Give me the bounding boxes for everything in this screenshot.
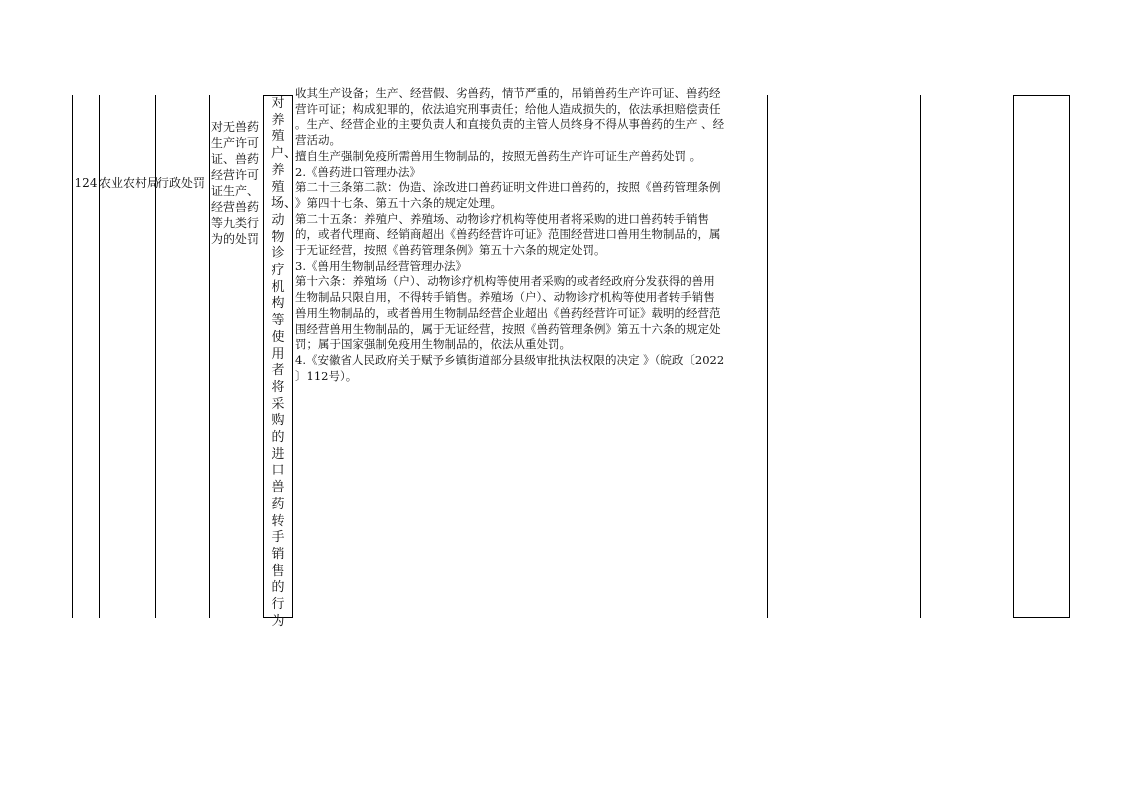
basis-line: 擅自生产强制免疫所需兽用生物制品的，按照无兽药生产许可证生产兽药处罚 。 bbox=[295, 148, 702, 163]
basis-line: 的，或者代理商、经销商超出《兽药经营许可证》范围经营进口兽用生物制品的，属 bbox=[295, 227, 721, 242]
basis-line: 罚；属于国家强制免疫用生物制品的，依法从重处罚。 bbox=[295, 337, 571, 352]
grid-line bbox=[1069, 95, 1070, 618]
sub-item-text: 对养殖户、养殖场、动物诊疗机构等使用者将采购的进口兽药转手销售的行为 bbox=[271, 96, 298, 629]
grid-line bbox=[155, 95, 156, 618]
basis-line: 营许可证；构成犯罪的，依法追究刑事责任；给他人造成损失的，依法承担赔偿责任 bbox=[295, 101, 721, 116]
category-cell: 行政处罚 bbox=[157, 176, 206, 190]
basis-line: 于无证经营，按照《兽药管理条例》第五十六条的规定处罚。 bbox=[295, 243, 606, 258]
grid-line bbox=[767, 95, 768, 618]
basis-line: 2.《兽药进口管理办法》 bbox=[295, 164, 421, 179]
basis-line: 营活动。 bbox=[295, 133, 341, 148]
sub-item-cell bbox=[264, 96, 298, 629]
basis-line: 》第四十七条、第五十六条的规定处理。 bbox=[295, 195, 502, 210]
grid-line bbox=[292, 95, 293, 618]
basis-line: 围经营兽用生物制品的，属于无证经营，按照《兽药管理条例》第五十六条的规定处 bbox=[295, 321, 721, 336]
grid-line bbox=[1013, 617, 1070, 618]
grid-line bbox=[72, 95, 73, 618]
basis-line: 生物制品只限自用，不得转手销售。养殖场（户）、动物诊疗机构等使用者转手销售 bbox=[295, 290, 715, 305]
legal-basis-cell bbox=[295, 86, 765, 617]
grid-line bbox=[1013, 95, 1070, 96]
basis-line: 〕112号）。 bbox=[295, 368, 358, 383]
basis-line: 第十六条：养殖场（户）、动物诊疗机构等使用者采购的或者经政府分发获得的兽用 bbox=[295, 274, 715, 289]
grid-line bbox=[99, 95, 100, 618]
basis-line: 。生产、经营企业的主要负责人和直接负责的主管人员终身不得从事兽药的生产 、经 bbox=[295, 117, 725, 132]
grid-line bbox=[1013, 95, 1014, 618]
grid-line bbox=[920, 95, 921, 618]
basis-line: 3.《兽用生物制品经营管理办法》 bbox=[295, 258, 467, 273]
basis-line: 第二十三条第二款：伪造、涂改进口兽药证明文件进口兽药的，按照《兽药管理条例 bbox=[295, 180, 721, 195]
basis-line: 4.《安徽省人民政府关于赋予乡镇街道部分县级审批执法权限的决定 》（皖政〔2022 bbox=[295, 352, 725, 367]
department-cell: 农业农村局 bbox=[99, 176, 160, 190]
basis-line: 兽用生物制品的，或者兽用生物制品经营企业超出《兽药经营许可证》载明的经营范 bbox=[295, 305, 721, 320]
basis-line: 第二十五条：养殖户、养殖场、动物诊疗机构等使用者将采购的进口兽药转手销售 bbox=[295, 211, 709, 226]
grid-line bbox=[209, 95, 210, 618]
row-number: 124 bbox=[74, 176, 98, 190]
basis-line: 收其生产设备；生产、经营假、劣兽药，情节严重的，吊销兽药生产许可证、兽药经 bbox=[295, 86, 721, 100]
item-name-cell: 对无兽药生产许可证、兽药经营许可证生产、经营兽药等九类行为的处罚 bbox=[211, 120, 260, 246]
